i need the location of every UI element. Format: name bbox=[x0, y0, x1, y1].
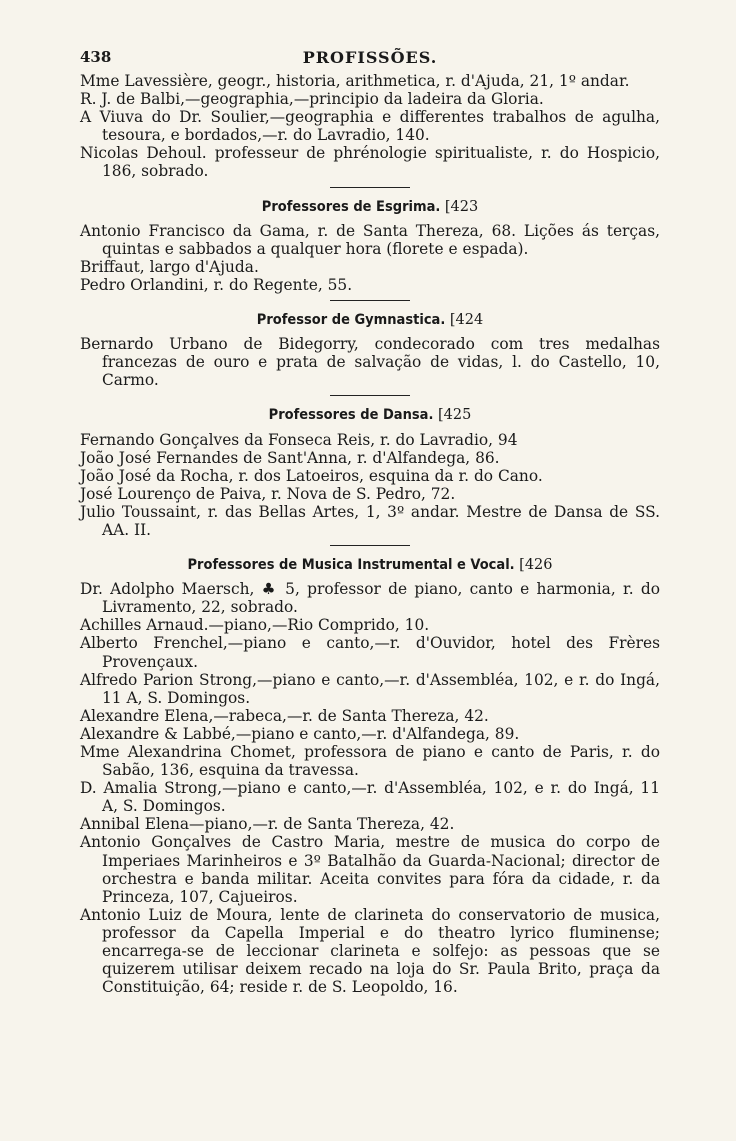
page-content bbox=[80, 72, 660, 996]
directory-entry: Antonio Gonçalves de Castro Maria, mestre de musica do corpo de Imperiaes Marinheiros e 3º Batalhão da Guarda-Nacional; director de orchestra e banda militar. Aceita convites para fóra da cidade, r. da Princeza, 107, Cajueiros. bbox=[80, 833, 660, 906]
directory-entry: Alberto Frenchel,—piano e canto,—r. d'Ouvidor, hotel des Frères Provençaux. bbox=[80, 634, 660, 671]
directory-entry: Dr. Adolpho Maersch, ♣ 5, professor de piano, canto e harmonia, r. do Livramento, 22, sobrado. bbox=[80, 580, 660, 617]
directory-entry: José Lourenço de Paiva, r. Nova de S. Pedro, 72. bbox=[80, 484, 456, 503]
section-heading-gymnastica bbox=[80, 311, 660, 329]
running-title: PROFISSÕES. bbox=[302, 48, 438, 67]
section-divider bbox=[330, 395, 410, 396]
directory-entry: Pedro Orlandini, r. do Regente, 55. bbox=[80, 275, 353, 294]
directory-entry: Alexandre & Labbé,—piano e canto,—r. d'Alfandega, 89. bbox=[80, 724, 520, 743]
section-heading-musica bbox=[80, 556, 660, 574]
section-divider bbox=[330, 187, 410, 188]
directory-entry: Julio Toussaint, r. das Bellas Artes, 1, 3º andar. Mestre de Dansa de SS. AA. II. bbox=[80, 502, 660, 539]
directory-entry: Bernardo Urbano de Bidegorry, condecorado com tres medalhas francezas de ouro e prata de salvação de vidas, l. do Castello, 10, Carmo. bbox=[80, 335, 660, 390]
directory-entry: Fernando Gonçalves da Fonseca Reis, r. do Lavradio, 94 bbox=[80, 430, 518, 449]
section-ref: [424 bbox=[449, 312, 484, 329]
directory-entry: Mme Lavessière, geogr., historia, arithmetica, r. d'Ajuda, 21, 1º andar. bbox=[80, 72, 630, 90]
section-ref: [425 bbox=[437, 407, 472, 424]
directory-entry: João José da Rocha, r. dos Latoeiros, esquina da r. do Cano. bbox=[80, 466, 543, 485]
section-ref: [426 bbox=[519, 557, 553, 574]
directory-entry: Alfredo Parion Strong,—piano e canto,—r. d'Assembléa, 102, e r. do Ingá, 11 A, S. Domingos. bbox=[80, 670, 660, 707]
directory-entry: Nicolas Dehoul. professeur de phrénologie spiritualiste, r. do Hospicio, 186, sobrado. bbox=[80, 144, 660, 181]
directory-entry: Antonio Francisco da Gama, r. de Santa Thereza, 68. Lições ás terças, quintas e sabbados a qualquer hora (florete e espada). bbox=[80, 221, 660, 258]
directory-entry: João José Fernandes de Sant'Anna, r. d'Alfandega, 86. bbox=[80, 448, 500, 467]
section-heading-esgrima bbox=[80, 198, 660, 216]
section-ref: [423 bbox=[444, 198, 479, 215]
directory-entry: Annibal Elena—piano,—r. de Santa Thereza, 42. bbox=[80, 815, 455, 834]
directory-entry: Achilles Arnaud.—piano,—Rio Comprido, 10. bbox=[80, 616, 430, 635]
section-heading-dansa bbox=[80, 406, 660, 424]
directory-entry: R. J. de Balbi,—geographia,—principio da ladeira da Gloria. bbox=[80, 90, 544, 109]
section-title: Professores de Dansa. bbox=[268, 407, 434, 424]
section-title: Professores de Musica Instrumental e Vocal. bbox=[187, 557, 515, 574]
page-number: 438 bbox=[80, 48, 112, 66]
section-divider bbox=[330, 300, 410, 301]
page-header bbox=[80, 48, 660, 74]
directory-entry: A Viuva do Dr. Soulier,—geographia e differentes trabalhos de agulha, tesoura, e bordados,—r. do Lavradio, 140. bbox=[80, 108, 660, 145]
directory-entry: Alexandre Elena,—rabeca,—r. de Santa Thereza, 42. bbox=[80, 706, 489, 725]
directory-entry: Briffaut, largo d'Ajuda. bbox=[80, 257, 259, 276]
directory-entry: Mme Alexandrina Chomet, professora de piano e canto de Paris, r. do Sabão, 136, esquina da travessa. bbox=[80, 743, 660, 780]
section-title: Professor de Gymnastica. bbox=[256, 312, 446, 329]
directory-entry: D. Amalia Strong,—piano e canto,—r. d'Assembléa, 102, e r. do Ingá, 11 A, S. Domingos. bbox=[80, 779, 660, 816]
section-divider bbox=[330, 545, 410, 546]
directory-entry: Antonio Luiz de Moura, lente de clarineta do conservatorio de musica, professor da Capella Imperial e do theatro lyrico fluminense; encarrega-se de leccionar clarineta e solfejo: as pessoas que se quizerem utilisar deixem recado na loja do Sr. Paula Brito, praça da Constituição, 64; reside r. de S. Leopoldo, 16. bbox=[80, 905, 660, 997]
section-title: Professores de Esgrima. bbox=[261, 198, 441, 215]
